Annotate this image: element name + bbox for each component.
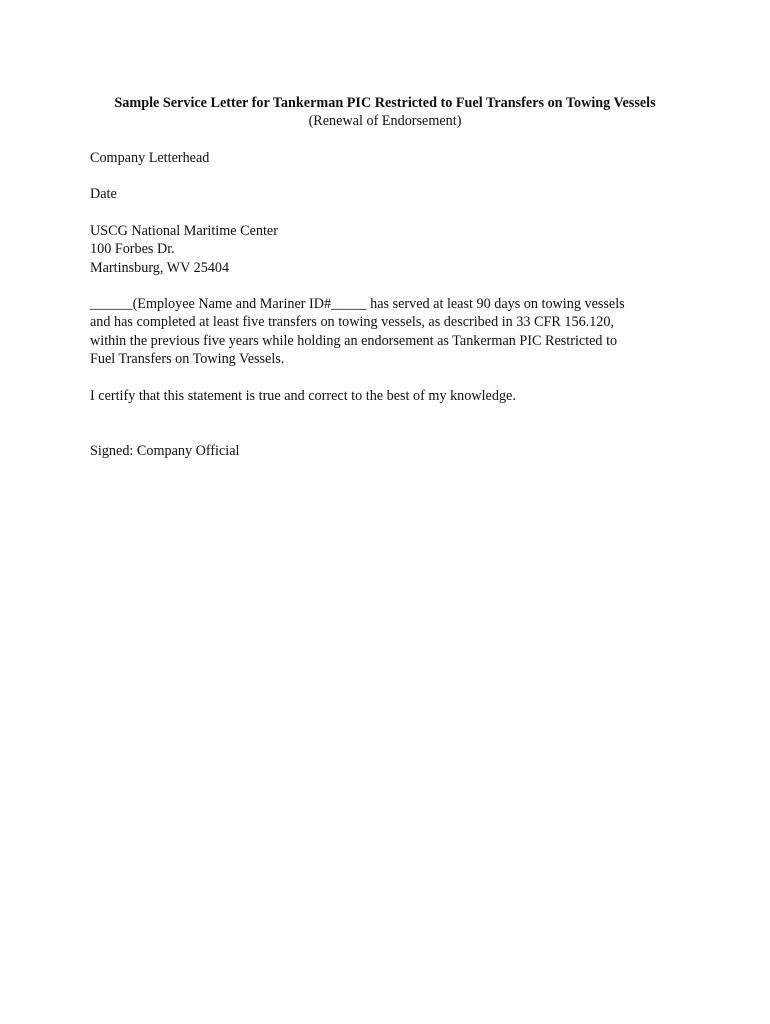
address-line: USCG National Maritime Center	[90, 223, 278, 239]
service-statement	[90, 295, 690, 369]
statement-line: Fuel Transfers on Towing Vessels.	[90, 351, 285, 368]
statement-line: within the previous five years while holding an endorsement as Tankerman PIC Restricted to	[90, 332, 618, 349]
date-line: Date	[90, 186, 117, 202]
address-line: Martinsburg, WV 25404	[90, 259, 230, 276]
title-block	[0, 94, 770, 130]
document-title: Sample Service Letter for Tankerman PIC Restricted to Fuel Transfers on Towing Vessels	[114, 95, 656, 111]
statement-line: ______(Employee Name and Mariner ID#_____ has served at least 90 days on towing vessels	[90, 296, 625, 312]
address-line: 100 Forbes Dr.	[90, 241, 175, 258]
company-letterhead: Company Letterhead	[90, 150, 210, 166]
certification-statement: I certify that this statement is true and correct to the best of my knowledge.	[90, 388, 516, 404]
recipient-address	[90, 222, 690, 277]
statement-line: and has completed at least five transfers on towing vessels, as described in 33 CFR 156.120,	[90, 314, 615, 331]
document-subtitle: (Renewal of Endorsement)	[308, 113, 462, 129]
signature-line: Signed: Company Official	[90, 443, 240, 459]
